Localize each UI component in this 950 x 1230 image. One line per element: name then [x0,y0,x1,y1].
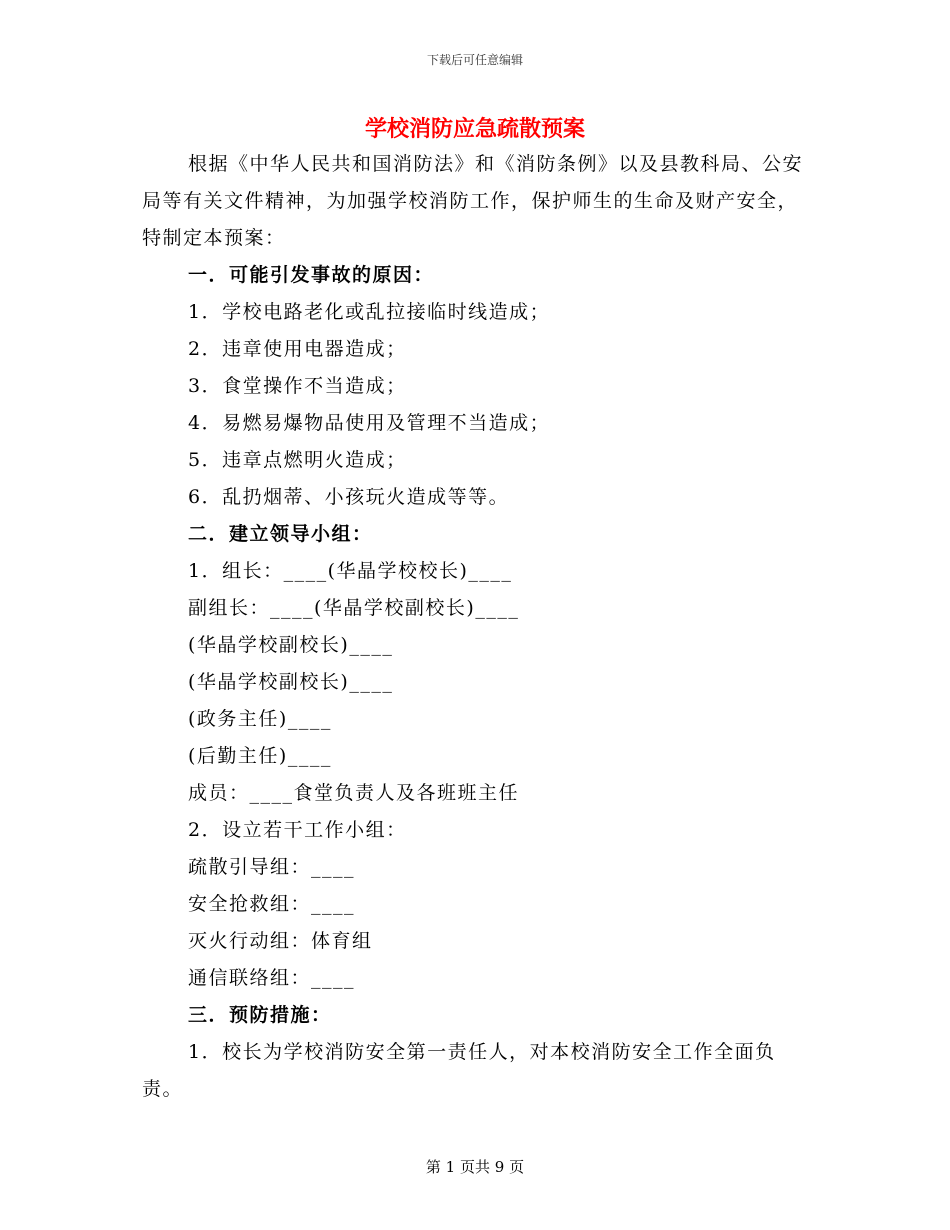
group-line-2: 安全抢救组：____ [188,893,356,915]
page-number: 第 1 页共 9 页 [425,1158,525,1176]
cause-item-5: 5．违章点燃明火造成； [188,449,407,471]
groups-heading: 2．设立若干工作小组： [188,819,407,841]
cause-item-2: 2．违章使用电器造成； [188,338,407,360]
leader-line-1: 1．组长：____(华晶学校校长)____ [188,560,513,582]
leader-line-5: (政务主任)____ [188,708,332,730]
cause-item-4: 4．易燃易爆物品使用及管理不当造成； [188,412,551,434]
section3-heading: 三．预防措施： [188,1004,332,1026]
leader-line-6: (后勤主任)____ [188,745,332,767]
document-body [142,146,812,1108]
section2-heading: 二．建立领导小组： [188,523,373,545]
cause-item-3: 3．食堂操作不当造成； [188,375,407,397]
section1-heading: 一．可能引发事故的原因： [188,264,435,286]
leader-line-2: 副组长：____(华晶学校副校长)____ [188,597,520,619]
leader-line-4: (华晶学校副校长)____ [188,671,394,693]
cause-item-1: 1．学校电路老化或乱拉接临时线造成； [188,301,551,323]
cause-item-6: 6．乱扔烟蒂、小孩玩火造成等等。 [188,486,510,508]
leader-line-3: (华晶学校副校长)____ [188,634,394,656]
group-line-1: 疏散引导组：____ [188,856,356,878]
group-line-3: 灭火行动组：体育组 [188,930,373,952]
document-title: 学校消防应急疏散预案 [364,116,585,142]
intro-paragraph: 根据《中华人民共和国消防法》和《消防条例》以及县教科局、公安局等有关文件精神，为加强学校消防工作，保护师生的生命及财产安全，特制定本预案： [142,153,804,249]
page-header-note: 下载后可任意编辑 [426,53,523,67]
prevention-item-1: 1．校长为学校消防安全第一责任人，对本校消防安全工作全面负责。 [142,1041,776,1100]
group-line-4: 通信联络组：____ [188,967,356,989]
leader-line-7: 成员：____食堂负责人及各班班主任 [188,782,520,804]
